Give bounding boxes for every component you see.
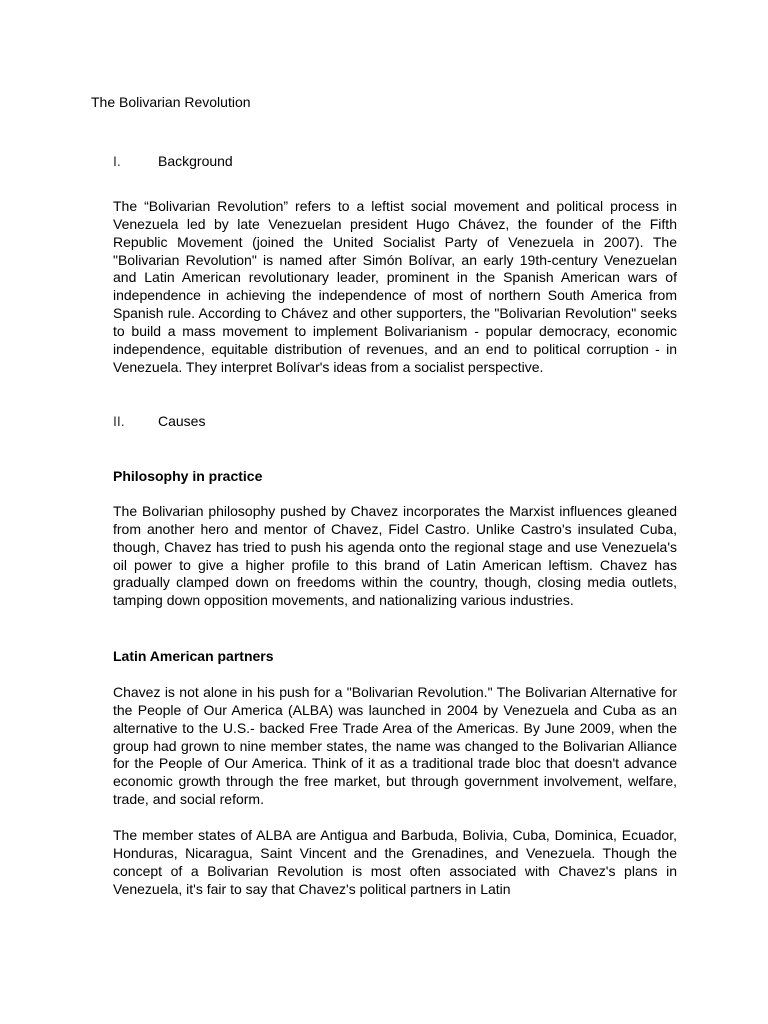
paragraph-background: The “Bolivarian Revolution” refers to a leftist social movement and political process in Venezuela led by late Venezuelan president Hugo Chávez, the founder of the Fifth Republic Movement (joined the United Socialist Party of Venezuela in 2007). The "Bolivarian Revolution" is named after Simón Bolívar, an early 19th-century Venezuelan and Latin American revolutionary leader, prominent in the Spanish American wars of independence in achieving the independence of most of northern South America from Spanish rule. According to Chávez and other supporters, the "Bolivarian Revolution" seeks to build a mass movement to implement Bolivarianism - popular democracy, economic independence, equitable distribution of revenues, and an end to political corruption - in Venezuela. They interpret Bolívar's ideas from a socialist perspective. bbox=[113, 198, 677, 375]
section-number: I. bbox=[113, 153, 121, 169]
subheading-latin-american-partners: Latin American partners bbox=[113, 648, 274, 664]
section-heading-causes bbox=[113, 413, 205, 430]
section-title: Background bbox=[158, 153, 233, 169]
paragraph-philosophy: The Bolivarian philosophy pushed by Chavez incorporates the Marxist influences gleaned from another hero and mentor of Chavez, Fidel Castro. Unlike Castro's insulated Cuba, though, Chavez has tried to push his agenda onto the regional stage and use Venezuela's oil power to give a higher profile to this brand of Latin American leftism. Chavez has gradually clamped down on freedoms within the country, though, closing media outlets, tamping down opposition movements, and nationalizing various industries. bbox=[113, 503, 677, 609]
section-heading-background bbox=[113, 153, 233, 170]
section-number: II. bbox=[113, 413, 125, 429]
section-title: Causes bbox=[158, 413, 206, 429]
document-title: The Bolivarian Revolution bbox=[91, 94, 251, 110]
subheading-philosophy-in-practice: Philosophy in practice bbox=[113, 468, 263, 484]
paragraph-alba: Chavez is not alone in his push for a "Bolivarian Revolution." The Bolivarian Alternative for the People of Our America (ALBA) was launched in 2004 by Venezuela and Cuba as an alternative to the U.S.- backed Free Trade Area of the Americas. By June 2009, when the group had grown to nine member states, the name was changed to the Bolivarian Alliance for the People of Our America. Think of it as a traditional trade bloc that doesn't advance economic growth through the free market, but through government involvement, welfare, trade, and social reform. bbox=[113, 684, 677, 808]
paragraph-member-states: The member states of ALBA are Antigua and Barbuda, Bolivia, Cuba, Dominica, Ecuador, Honduras, Nicaragua, Saint Vincent and the Grenadines, and Venezuela. Though the concept of a Bolivarian Revolution is most often associated with Chavez's plans in Venezuela, it's fair to say that Chavez's political partners in Latin bbox=[113, 827, 677, 897]
